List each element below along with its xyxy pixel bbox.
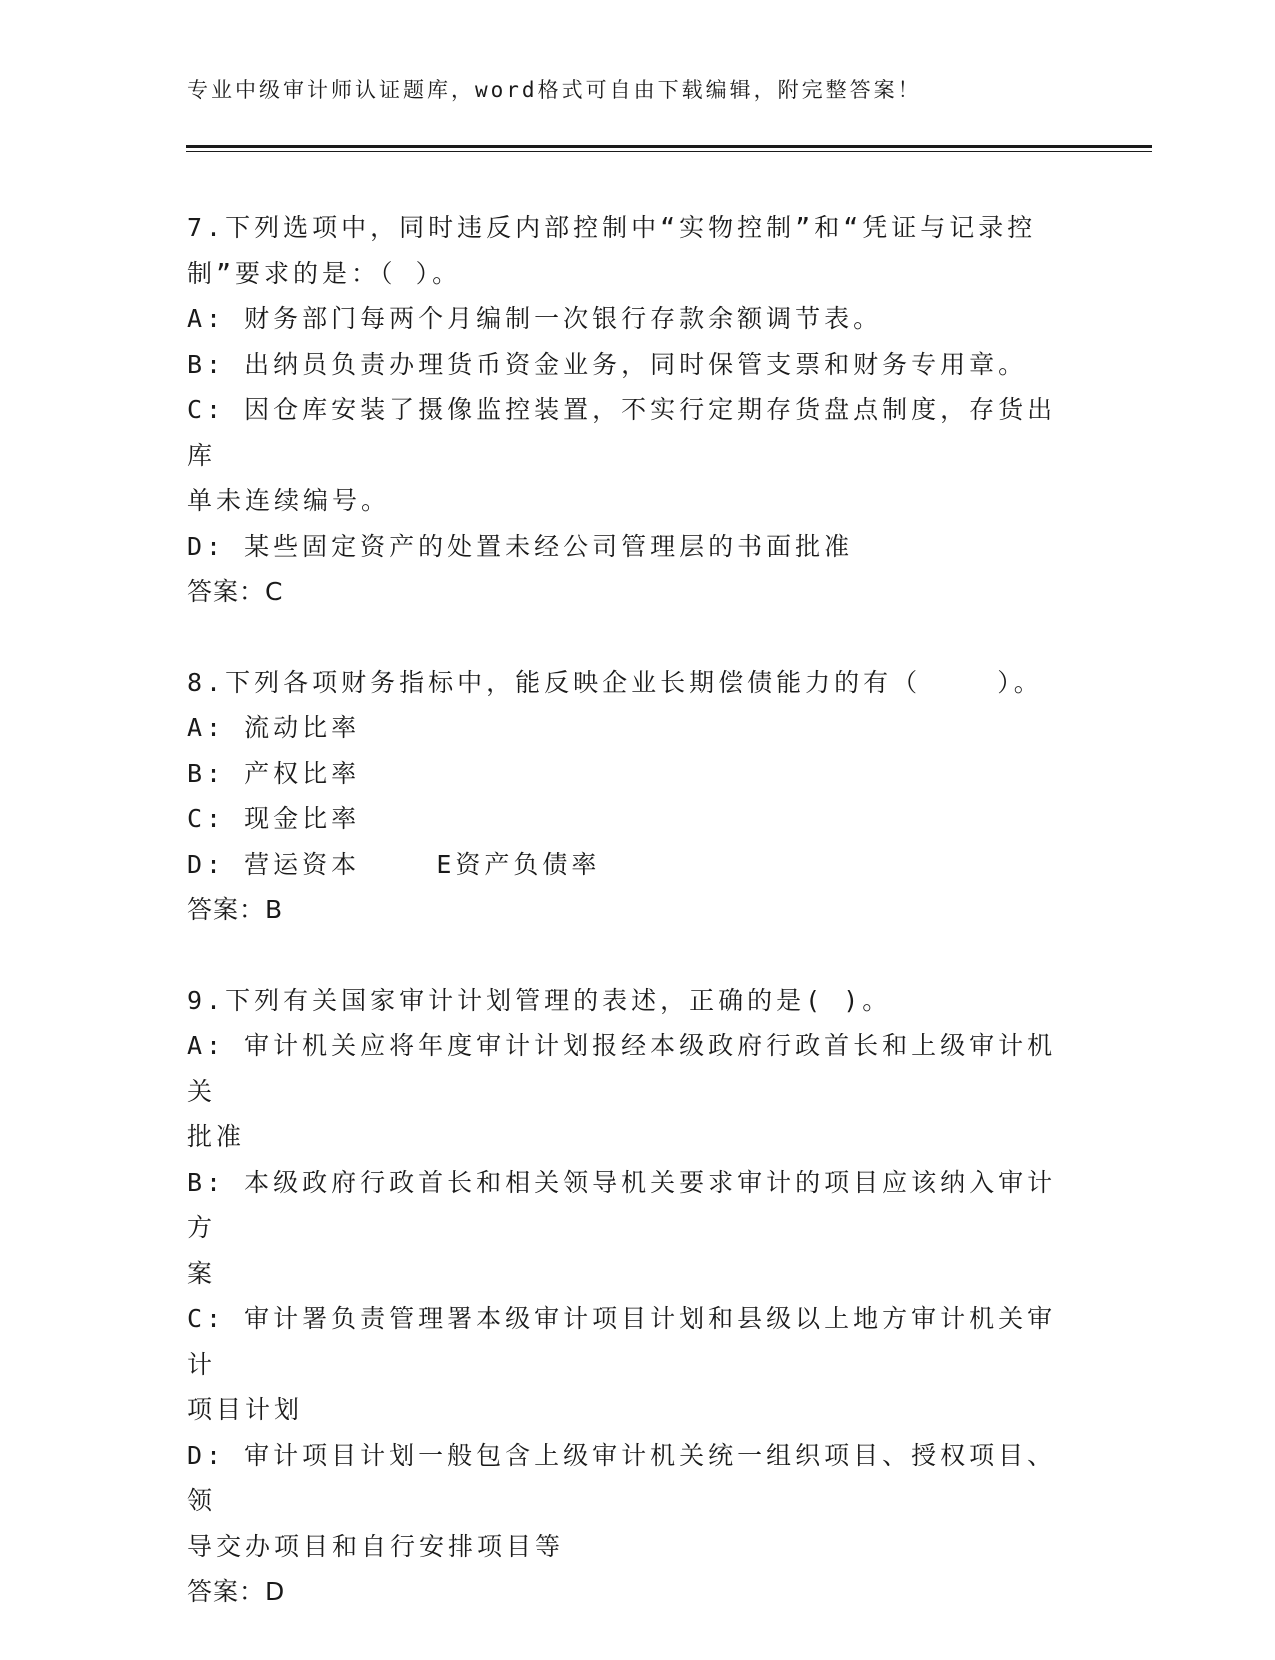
option-d: D: 某些固定资产的处置未经公司管理层的书面批准 (187, 531, 854, 561)
header-text: 专业中级审计师认证题库，word格式可自由下载编辑，附完整答案！ (187, 78, 922, 102)
option-c: C: 审计署负责管理署本级审计项目计划和县级以上地方审计机关审计 (187, 1304, 1057, 1379)
question-stem-line: 8.下列各项财务指标中，能反映企业长期偿债能力的有（ ）。 (187, 667, 1043, 697)
header-rule-thin (186, 151, 1152, 152)
option-d-continued: 导交办项目和自行安排项目等 (187, 1531, 565, 1561)
option-b: B: 产权比率 (187, 758, 361, 788)
question-stem-line: 9.下列有关国家审计计划管理的表述，正确的是( )。 (187, 985, 892, 1015)
question-list (187, 205, 1067, 1660)
option-b-continued: 案 (187, 1258, 217, 1288)
header-rule-thick (186, 145, 1152, 148)
option-a: A: 审计机关应将年度审计计划报经本级政府行政首长和上级审计机关 (187, 1031, 1057, 1106)
answer: 答案：C (187, 577, 284, 606)
option-a: A: 流动比率 (187, 713, 361, 742)
option-b: B: 出纳员负责办理货币资金业务，同时保管支票和财务专用章。 (187, 349, 1028, 379)
option-c: C: 因仓库安装了摄像监控装置，不实行定期存货盘点制度，存货出库 (187, 395, 1057, 470)
answer: 答案：B (187, 895, 284, 924)
option-a-continued: 批准 (187, 1122, 246, 1151)
option-c-continued: 项目计划 (187, 1395, 304, 1424)
question-stem-line: 制”要求的是：（ ）。 (187, 258, 462, 288)
option-d: D: 审计项目计划一般包含上级审计机关统一组织项目、授权项目、领 (187, 1440, 1057, 1515)
question-9 (187, 978, 1067, 1615)
question-stem-line: 7.下列选项中，同时违反内部控制中“实物控制”和“凭证与记录控 (187, 213, 1037, 242)
option-d: D: 营运资本 E资产负债率 (187, 849, 601, 879)
option-a: A: 财务部门每两个月编制一次银行存款余额调节表。 (187, 304, 883, 333)
option-c: C: 现金比率 (187, 804, 361, 833)
question-7 (187, 205, 1067, 615)
option-b: B: 本级政府行政首长和相关领导机关要求审计的项目应该纳入审计方 (187, 1167, 1057, 1242)
option-c-continued: 单未连续编号。 (187, 486, 391, 515)
question-8 (187, 660, 1067, 933)
answer: 答案：D (187, 1577, 286, 1606)
